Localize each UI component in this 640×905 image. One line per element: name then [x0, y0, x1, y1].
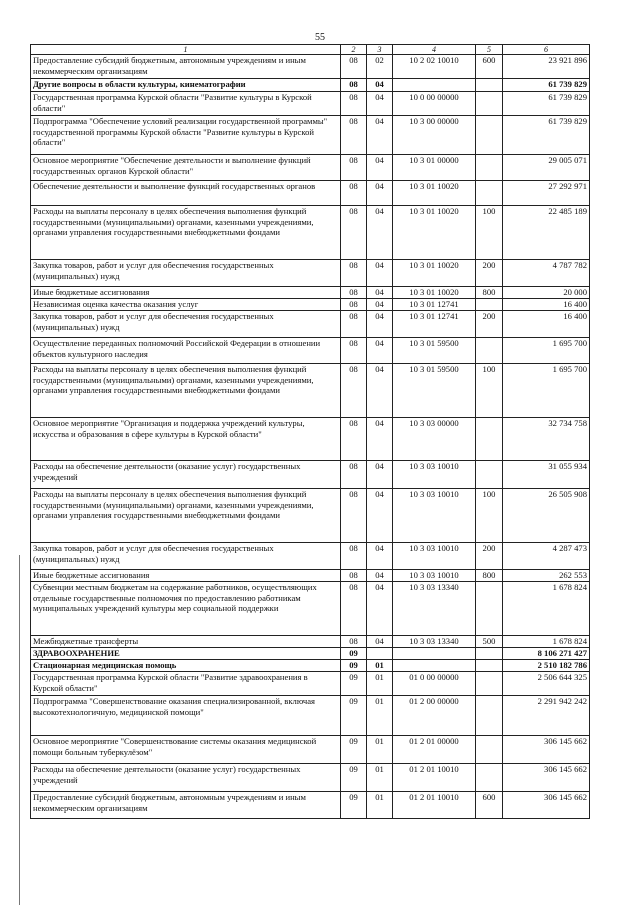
- row-expense-type: 100: [476, 206, 503, 260]
- row-amount: 31 055 934: [503, 461, 590, 489]
- scan-edge-line: [19, 555, 20, 905]
- row-expense-type: 200: [476, 311, 503, 338]
- row-target-article: 01 0 00 00000: [393, 672, 476, 696]
- row-subsection: 01: [367, 660, 393, 672]
- row-expense-type: 100: [476, 364, 503, 418]
- row-section: 09: [341, 764, 367, 792]
- row-name: Закупка товаров, работ и услуг для обеспечения государственных (муниципальных) нужд: [31, 311, 341, 338]
- row-target-article: [393, 79, 476, 92]
- row-expense-type: [476, 736, 503, 764]
- row-subsection: 02: [367, 55, 393, 79]
- column-number-row: [31, 45, 590, 55]
- table-row: [31, 792, 590, 819]
- row-name: Закупка товаров, работ и услуг для обеспечения государственных (муниципальных) нужд: [31, 260, 341, 287]
- row-target-article: 10 2 02 10010: [393, 55, 476, 79]
- row-amount: 8 106 271 427: [503, 648, 590, 660]
- row-name: ЗДРАВООХРАНЕНИЕ: [31, 648, 341, 660]
- row-section: 08: [341, 570, 367, 582]
- row-expense-type: [476, 582, 503, 636]
- row-subsection: 01: [367, 792, 393, 819]
- row-target-article: [393, 660, 476, 672]
- row-expense-type: [476, 116, 503, 155]
- row-amount: 1 678 824: [503, 636, 590, 648]
- row-name: Субвенции местным бюджетам на содержание работников, осуществляющих отдельные государственные полномочия по предоставлению работникам муниципальных учреждений культуры мер социальной поддержки: [31, 582, 341, 636]
- row-subsection: 04: [367, 570, 393, 582]
- row-section: 08: [341, 155, 367, 181]
- row-section: 08: [341, 418, 367, 461]
- row-expense-type: [476, 181, 503, 206]
- row-amount: 61 739 829: [503, 116, 590, 155]
- row-section: 08: [341, 206, 367, 260]
- row-section: 08: [341, 92, 367, 116]
- row-section: 08: [341, 116, 367, 155]
- row-subsection: 04: [367, 636, 393, 648]
- row-section: 08: [341, 299, 367, 311]
- table-row: [31, 648, 590, 660]
- row-expense-type: 200: [476, 543, 503, 570]
- table-row: [31, 206, 590, 260]
- row-subsection: 04: [367, 543, 393, 570]
- row-subsection: 01: [367, 696, 393, 736]
- row-amount: 306 145 662: [503, 764, 590, 792]
- row-amount: 16 400: [503, 299, 590, 311]
- row-section: 08: [341, 364, 367, 418]
- row-expense-type: [476, 660, 503, 672]
- row-name: Расходы на выплаты персоналу в целях обеспечения выполнения функций государственными (муниципальными) органами, казенными учреждениями, органами управления государственными внебюджетными фондами: [31, 489, 341, 543]
- row-expense-type: [476, 155, 503, 181]
- row-name: Основное мероприятие "Совершенствование системы оказания медицинской помощи больным туберкулёзом": [31, 736, 341, 764]
- row-target-article: 10 3 03 10010: [393, 570, 476, 582]
- row-section: 08: [341, 311, 367, 338]
- row-subsection: 04: [367, 582, 393, 636]
- row-expense-type: [476, 418, 503, 461]
- table-row: [31, 155, 590, 181]
- table-row: [31, 338, 590, 364]
- table-row: [31, 461, 590, 489]
- table-row: [31, 543, 590, 570]
- table-row: [31, 299, 590, 311]
- table-row: [31, 287, 590, 299]
- row-target-article: 10 3 01 00000: [393, 155, 476, 181]
- row-target-article: 10 3 01 10020: [393, 260, 476, 287]
- row-expense-type: [476, 672, 503, 696]
- row-section: 08: [341, 636, 367, 648]
- table-row: [31, 696, 590, 736]
- row-expense-type: [476, 92, 503, 116]
- row-section: 08: [341, 260, 367, 287]
- row-section: 08: [341, 287, 367, 299]
- table-row: [31, 364, 590, 418]
- row-name: Иные бюджетные ассигнования: [31, 570, 341, 582]
- row-section: 09: [341, 648, 367, 660]
- row-section: 08: [341, 79, 367, 92]
- table-row: [31, 418, 590, 461]
- row-section: 09: [341, 792, 367, 819]
- row-subsection: 04: [367, 181, 393, 206]
- row-amount: 306 145 662: [503, 792, 590, 819]
- row-amount: 61 739 829: [503, 79, 590, 92]
- row-target-article: 10 3 03 13340: [393, 582, 476, 636]
- row-subsection: 04: [367, 418, 393, 461]
- row-amount: 22 485 189: [503, 206, 590, 260]
- row-amount: 61 739 829: [503, 92, 590, 116]
- row-expense-type: 200: [476, 260, 503, 287]
- row-expense-type: 100: [476, 489, 503, 543]
- row-section: 09: [341, 736, 367, 764]
- table-row: [31, 260, 590, 287]
- row-target-article: 10 3 01 12741: [393, 299, 476, 311]
- budget-table-body: [31, 45, 590, 819]
- row-name: Подпрограмма "Обеспечение условий реализации государственной программы" государственной программы Курской области "Развитие культуры в Курской области": [31, 116, 341, 155]
- row-subsection: 04: [367, 79, 393, 92]
- row-target-article: 10 3 00 00000: [393, 116, 476, 155]
- row-name: Предоставление субсидий бюджетным, автономным учреждениям и иным некоммерческим организациям: [31, 55, 341, 79]
- row-section: 08: [341, 543, 367, 570]
- row-name: Расходы на обеспечение деятельности (оказание услуг) государственных учреждений: [31, 764, 341, 792]
- table-row: [31, 672, 590, 696]
- row-section: 08: [341, 338, 367, 364]
- row-subsection: 04: [367, 206, 393, 260]
- row-name: Межбюджетные трансферты: [31, 636, 341, 648]
- row-amount: 306 145 662: [503, 736, 590, 764]
- row-target-article: 01 2 01 10010: [393, 764, 476, 792]
- row-section: 09: [341, 660, 367, 672]
- row-target-article: 10 3 03 13340: [393, 636, 476, 648]
- row-section: 08: [341, 181, 367, 206]
- row-amount: 32 734 758: [503, 418, 590, 461]
- row-subsection: 04: [367, 461, 393, 489]
- table-row: [31, 311, 590, 338]
- table-row: [31, 116, 590, 155]
- row-subsection: 04: [367, 311, 393, 338]
- row-amount: 20 000: [503, 287, 590, 299]
- row-name: Предоставление субсидий бюджетным, автономным учреждениям и иным некоммерческим организациям: [31, 792, 341, 819]
- row-expense-type: [476, 338, 503, 364]
- row-subsection: 04: [367, 364, 393, 418]
- row-section: 09: [341, 696, 367, 736]
- col-header-name: 1: [31, 45, 341, 55]
- row-target-article: [393, 648, 476, 660]
- row-subsection: 04: [367, 92, 393, 116]
- row-expense-type: 800: [476, 287, 503, 299]
- row-amount: 1 695 700: [503, 338, 590, 364]
- row-amount: 1 678 824: [503, 582, 590, 636]
- row-name: Другие вопросы в области культуры, кинематографии: [31, 79, 341, 92]
- row-name: Государственная программа Курской области "Развитие культуры в Курской области": [31, 92, 341, 116]
- row-target-article: 10 3 03 10010: [393, 461, 476, 489]
- row-name: Основное мероприятие "Обеспечение деятельности и выполнение функций государственных органов Курской области": [31, 155, 341, 181]
- row-subsection: 04: [367, 260, 393, 287]
- row-amount: 1 695 700: [503, 364, 590, 418]
- row-target-article: 10 3 01 10020: [393, 287, 476, 299]
- col-header-amount: 6: [503, 45, 590, 55]
- row-target-article: 01 2 00 00000: [393, 696, 476, 736]
- row-amount: 2 510 182 786: [503, 660, 590, 672]
- col-header-section: 2: [341, 45, 367, 55]
- row-name: Закупка товаров, работ и услуг для обеспечения государственных (муниципальных) нужд: [31, 543, 341, 570]
- row-subsection: 01: [367, 672, 393, 696]
- row-subsection: [367, 648, 393, 660]
- row-target-article: 10 3 01 12741: [393, 311, 476, 338]
- row-name: Обеспечение деятельности и выполнение функций государственных органов: [31, 181, 341, 206]
- row-target-article: 10 3 03 00000: [393, 418, 476, 461]
- row-name: Иные бюджетные ассигнования: [31, 287, 341, 299]
- table-row: [31, 181, 590, 206]
- row-amount: 23 921 896: [503, 55, 590, 79]
- row-amount: 2 291 942 242: [503, 696, 590, 736]
- row-name: Государственная программа Курской области "Развитие здравоохранения в Курской области": [31, 672, 341, 696]
- row-amount: 26 505 908: [503, 489, 590, 543]
- col-header-expense-type: 5: [476, 45, 503, 55]
- row-section: 09: [341, 672, 367, 696]
- row-amount: 27 292 971: [503, 181, 590, 206]
- table-row: [31, 582, 590, 636]
- row-amount: 2 506 644 325: [503, 672, 590, 696]
- row-target-article: 10 3 03 10010: [393, 543, 476, 570]
- row-target-article: 10 3 03 10010: [393, 489, 476, 543]
- row-expense-type: [476, 461, 503, 489]
- row-expense-type: 500: [476, 636, 503, 648]
- row-target-article: 10 3 01 59500: [393, 364, 476, 418]
- col-header-subsection: 3: [367, 45, 393, 55]
- row-expense-type: 600: [476, 55, 503, 79]
- row-section: 08: [341, 55, 367, 79]
- row-amount: 16 400: [503, 311, 590, 338]
- table-row: [31, 79, 590, 92]
- table-row: [31, 764, 590, 792]
- row-target-article: 10 0 00 00000: [393, 92, 476, 116]
- row-subsection: 01: [367, 764, 393, 792]
- row-name: Расходы на выплаты персоналу в целях обеспечения выполнения функций государственными (муниципальными) органами, казенными учреждениями, органами управления государственными внебюджетными фондами: [31, 364, 341, 418]
- row-amount: 262 553: [503, 570, 590, 582]
- row-name: Независимая оценка качества оказания услуг: [31, 299, 341, 311]
- row-section: 08: [341, 461, 367, 489]
- page-number: 55: [315, 32, 325, 43]
- row-target-article: 10 3 01 10020: [393, 181, 476, 206]
- row-expense-type: [476, 764, 503, 792]
- row-name: Расходы на выплаты персоналу в целях обеспечения выполнения функций государственными (муниципальными) органами, казенными учреждениями, органами управления государственными внебюджетными фондами: [31, 206, 341, 260]
- row-target-article: 10 3 01 59500: [393, 338, 476, 364]
- table-row: [31, 636, 590, 648]
- row-target-article: 01 2 01 00000: [393, 736, 476, 764]
- row-subsection: 04: [367, 489, 393, 543]
- row-expense-type: [476, 79, 503, 92]
- table-row: [31, 55, 590, 79]
- row-expense-type: [476, 648, 503, 660]
- row-subsection: 04: [367, 287, 393, 299]
- row-name: Расходы на обеспечение деятельности (оказание услуг) государственных учреждений: [31, 461, 341, 489]
- row-expense-type: 600: [476, 792, 503, 819]
- table-row: [31, 570, 590, 582]
- table-row: [31, 92, 590, 116]
- row-name: Осуществление переданных полномочий Российской Федерации в отношении объектов культурного наследия: [31, 338, 341, 364]
- row-target-article: 01 2 01 10010: [393, 792, 476, 819]
- col-header-target-article: 4: [393, 45, 476, 55]
- row-amount: 4 287 473: [503, 543, 590, 570]
- row-expense-type: 800: [476, 570, 503, 582]
- table-row: [31, 736, 590, 764]
- row-name: Подпрограмма "Совершенствование оказания специализированной, включая высокотехнологичную, медицинской помощи": [31, 696, 341, 736]
- row-expense-type: [476, 299, 503, 311]
- row-subsection: 04: [367, 299, 393, 311]
- row-section: 08: [341, 489, 367, 543]
- row-name: Основное мероприятие "Организация и поддержка учреждений культуры, искусства и образования в сфере культуры в Курской области": [31, 418, 341, 461]
- row-subsection: 04: [367, 155, 393, 181]
- budget-table: [30, 44, 590, 819]
- table-row: [31, 489, 590, 543]
- row-subsection: 04: [367, 116, 393, 155]
- row-expense-type: [476, 696, 503, 736]
- row-subsection: 01: [367, 736, 393, 764]
- row-section: 08: [341, 582, 367, 636]
- row-amount: 4 787 782: [503, 260, 590, 287]
- row-target-article: 10 3 01 10020: [393, 206, 476, 260]
- row-amount: 29 005 071: [503, 155, 590, 181]
- row-subsection: 04: [367, 338, 393, 364]
- row-name: Стационарная медицинская помощь: [31, 660, 341, 672]
- table-row: [31, 660, 590, 672]
